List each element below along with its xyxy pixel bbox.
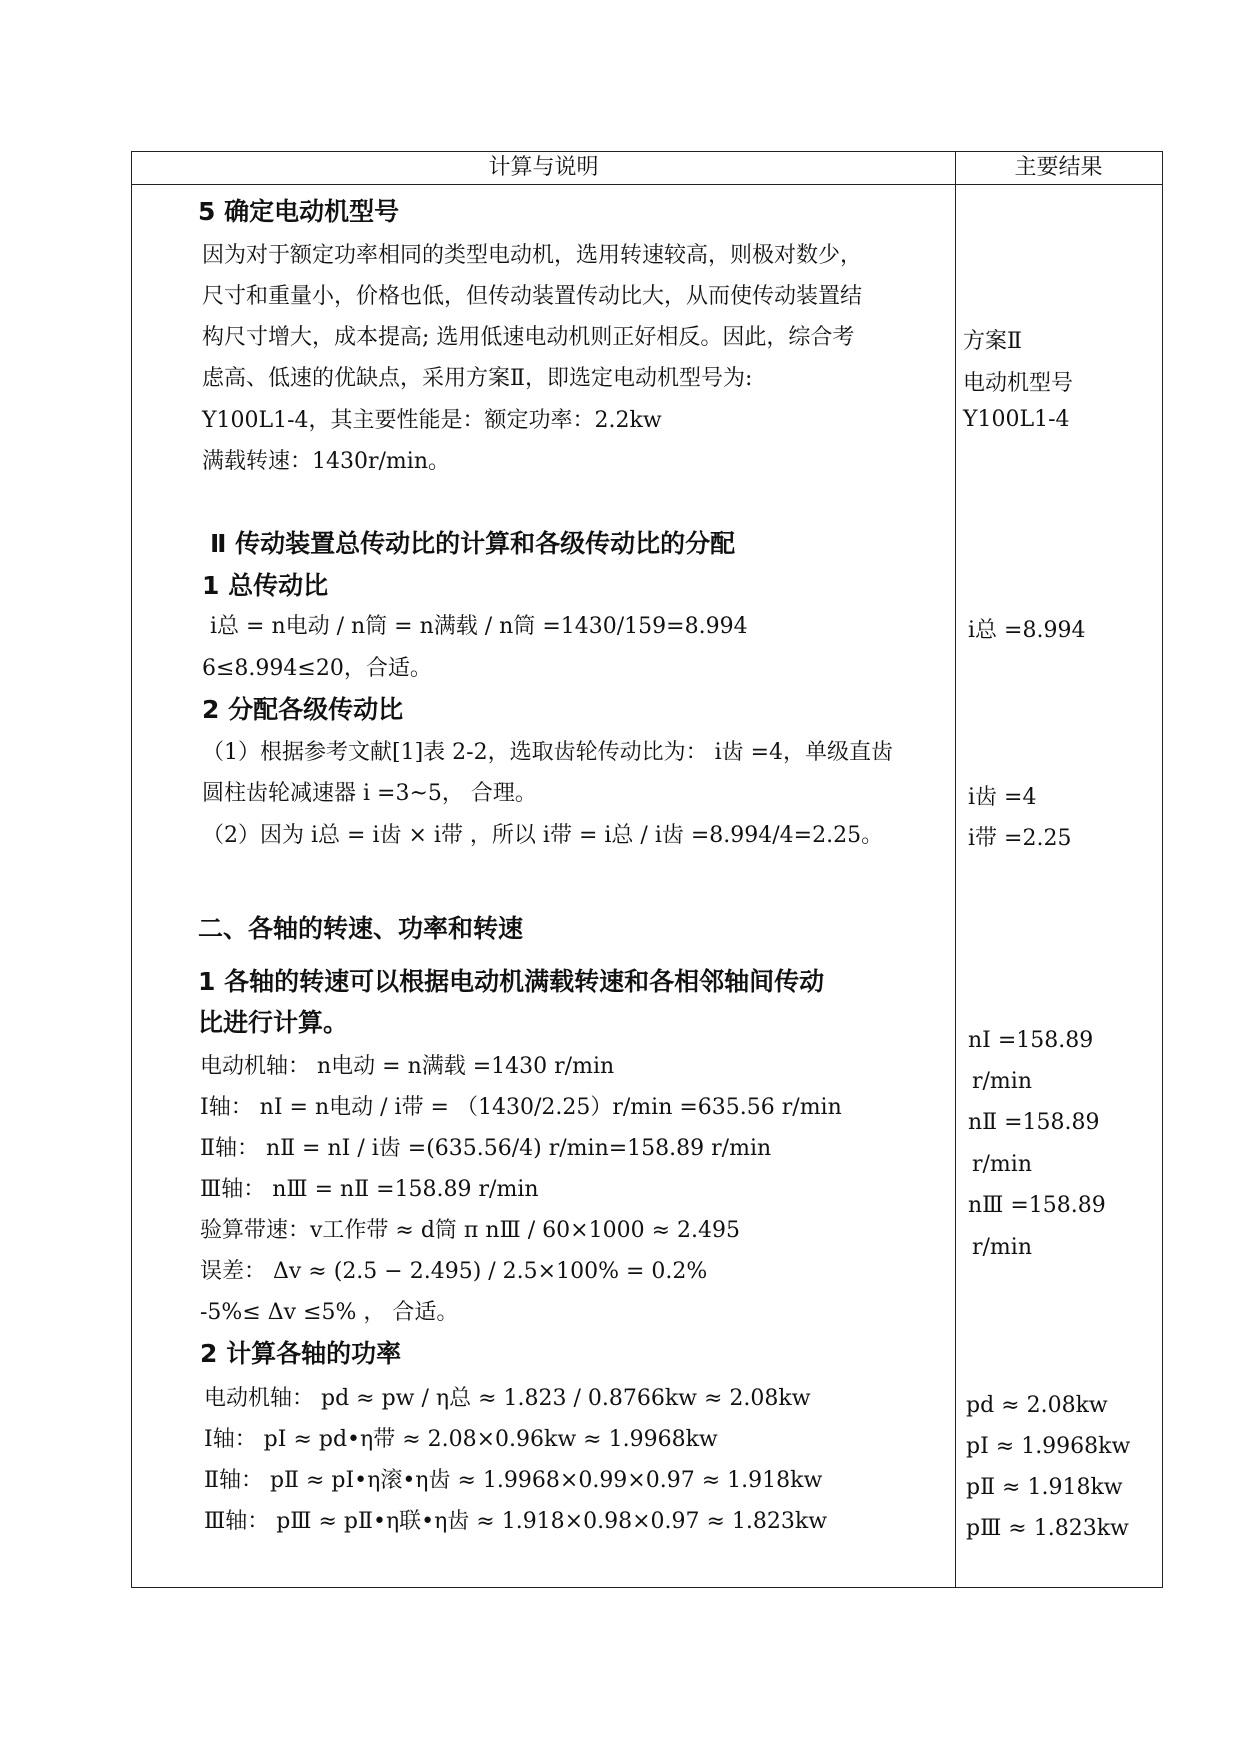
result-plan: 方案Ⅱ: [963, 329, 1022, 354]
formula-total-ratio: i总 = n电动 / n筒 = n满载 / n筒 =1430/159=8.994: [210, 614, 748, 639]
heading-shaft-params: 二、各轴的转速、功率和转速: [198, 914, 524, 943]
speed-shaft-3: Ⅲ轴： nⅢ = nⅡ =158.89 r/min: [200, 1177, 539, 1202]
power-shaft-1: Ⅰ轴： pⅠ ≈ pd•η带 ≈ 2.08×0.96kw ≈ 1.9968kw: [204, 1427, 718, 1452]
paragraph-line: 虑高、低速的优缺点，采用方案Ⅱ，即选定电动机型号为:: [202, 366, 753, 391]
speed-shaft-1: Ⅰ轴： nⅠ = n电动 / i带 = （1430/2.25）r/min =635.56 r/min: [200, 1095, 842, 1120]
result-gear-ratio: i齿 =4: [968, 785, 1037, 810]
result-p3: pⅢ ≈ 1.823kw: [966, 1516, 1129, 1541]
column-divider: [955, 152, 956, 1587]
paragraph-line: 满载转速：1430r/min。: [202, 449, 450, 474]
item-belt-ratio: （2）因为 i总 = i齿 × i带 ，所以 i带 = i总 / i齿 =8.994/4=2.25。: [202, 823, 884, 848]
result-belt-ratio: i带 =2.25: [968, 826, 1072, 851]
heading-motor-model: 5 确定电动机型号: [198, 197, 400, 226]
belt-speed-check: 验算带速：v工作带 ≈ d筒 π nⅢ / 60×1000 ≈ 2.495: [200, 1218, 740, 1243]
heading-shaft-speeds-cont: 比进行计算。: [198, 1008, 349, 1037]
result-p1: pⅠ ≈ 1.9968kw: [966, 1434, 1131, 1459]
result-model-label: 电动机型号: [963, 371, 1074, 396]
heading-shaft-power: 2 计算各轴的功率: [200, 1339, 402, 1368]
result-n1-unit: r/min: [972, 1069, 1032, 1094]
header-calc-description: 计算与说明: [488, 155, 599, 180]
result-total-ratio: i总 =8.994: [968, 618, 1086, 643]
heading-shaft-speeds: 1 各轴的转速可以根据电动机满载转速和各相邻轴间传动: [198, 967, 825, 996]
power-shaft-2: Ⅱ轴： pⅡ ≈ pⅠ•η滚•η齿 ≈ 1.9968×0.99×0.97 ≈ 1.918kw: [204, 1468, 823, 1493]
paragraph-line: 因为对于额定功率相同的类型电动机，选用转速较高，则极对数少，: [202, 243, 863, 268]
item-gear-range: 圆柱齿轮减速器 i =3~5， 合理。: [202, 781, 537, 806]
result-n1: nⅠ =158.89: [968, 1028, 1094, 1053]
result-pd: pd ≈ 2.08kw: [966, 1393, 1108, 1418]
result-n2-unit: r/min: [972, 1152, 1032, 1177]
error-calc: 误差： Δv ≈ (2.5 − 2.495) / 2.5×100% = 0.2%: [200, 1259, 708, 1284]
result-n3: nⅢ =158.89: [968, 1193, 1106, 1218]
result-p2: pⅡ ≈ 1.918kw: [966, 1475, 1123, 1500]
header-divider: [132, 184, 1162, 185]
paragraph-line: Y100L1-4，其主要性能是：额定功率：2.2kw: [202, 408, 662, 433]
result-n2: nⅡ =158.89: [968, 1110, 1100, 1135]
result-n3-unit: r/min: [972, 1235, 1032, 1260]
error-range: -5%≤ Δv ≤5% ， 合适。: [200, 1300, 459, 1325]
header-main-results: 主要结果: [1014, 155, 1103, 180]
heading-total-ratio: 1 总传动比: [202, 571, 329, 600]
heading-transmission-ratio: Ⅱ 传动装置总传动比的计算和各级传动比的分配: [210, 529, 736, 558]
power-motor-shaft: 电动机轴： pd ≈ pw / η总 ≈ 1.823 / 0.8766kw ≈ 2.08kw: [204, 1386, 811, 1411]
item-gear-ratio: （1）根据参考文献[1]表 2-2，选取齿轮传动比为： i齿 =4，单级直齿: [202, 740, 894, 765]
result-model: Y100L1-4: [963, 407, 1070, 432]
speed-motor-shaft: 电动机轴： n电动 = n满载 =1430 r/min: [200, 1054, 615, 1079]
range-check: 6≤8.994≤20，合适。: [202, 656, 432, 681]
speed-shaft-2: Ⅱ轴： nⅡ = nⅠ / i齿 =(635.56/4) r/min=158.89 r/min: [200, 1136, 772, 1161]
heading-distribute-ratio: 2 分配各级传动比: [202, 695, 404, 724]
power-shaft-3: Ⅲ轴： pⅢ ≈ pⅡ•η联•η齿 ≈ 1.918×0.98×0.97 ≈ 1.823kw: [204, 1509, 828, 1534]
paragraph-line: 尺寸和重量小，价格也低，但传动装置传动比大，从而使传动装置结: [202, 284, 863, 309]
paragraph-line: 构尺寸增大，成本提高; 选用低速电动机则正好相反。因此，综合考: [202, 325, 855, 350]
